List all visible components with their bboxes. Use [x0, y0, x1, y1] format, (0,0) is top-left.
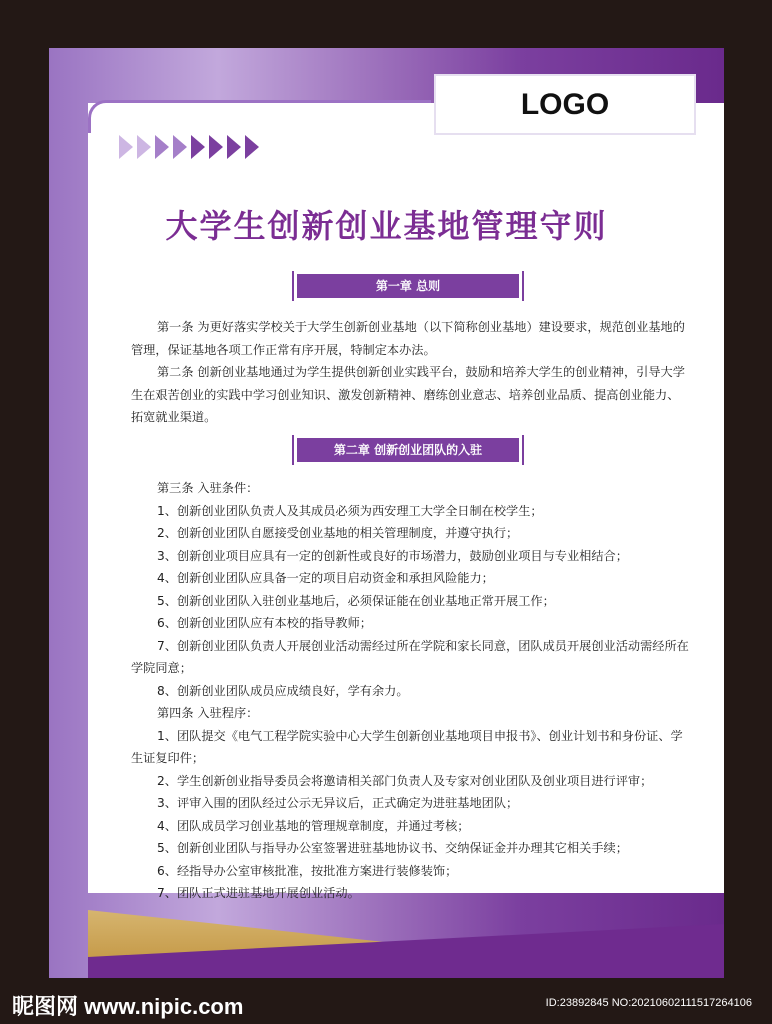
list-item: 2、创新创业团队自愿接受创业基地的相关管理制度，并遵守执行；	[157, 526, 519, 540]
chapter-1-body	[131, 316, 691, 429]
arrow-decoration	[119, 135, 263, 159]
chapter-2-body	[131, 477, 691, 905]
chevron-right-icon	[137, 135, 151, 159]
poster	[49, 48, 724, 978]
list-item: 7、团队正式进驻基地开展创业活动。	[157, 886, 360, 900]
list-item: 4、团队成员学习创业基地的管理规章制度，并通过考核；	[157, 818, 470, 833]
logo: LOGO	[434, 74, 696, 135]
watermark-brand: 昵图网 www.nipic.com	[12, 994, 244, 1019]
list-item: 6、创新创业团队应有本校的指导教师；	[157, 616, 372, 630]
list-item: 5、创新创业团队与指导办公室签署进驻基地协议书、交纳保证金并办理其它相关手续；	[157, 841, 628, 855]
chapter-1-heading: 第一章 总则	[297, 274, 519, 298]
chevron-right-icon	[119, 135, 133, 159]
article-3-title: 第三条 入驻条件：	[157, 481, 259, 495]
list-item: 5、创新创业团队入驻创业基地后，必须保证能在创业基地正常开展工作；	[157, 593, 555, 608]
list-item: 7、创新创业团队负责人开展创业活动需经过所在学院和家长同意，团队成员开展创业活动需经所在学院同意；	[131, 638, 689, 675]
watermark-id: ID:23892845 NO:20210602111517264106	[545, 997, 752, 1009]
article-1: 第一条 为更好落实学校关于大学生创新创业基地（以下简称创业基地）建设要求，规范创业基地的管理，保证基地各项工作正常有序开展，特制定本办法。	[131, 320, 685, 357]
page-title: 大学生创新创业基地管理守则	[165, 207, 608, 245]
list-item: 8、创新创业团队成员应成绩良好，学有余力。	[157, 683, 409, 698]
chevron-right-icon	[245, 135, 259, 159]
list-item: 1、创新创业团队负责人及其成员必须为西安理工大学全日制在校学生；	[157, 503, 543, 518]
chevron-right-icon	[209, 135, 223, 159]
list-item: 3、评审入围的团队经过公示无异议后，正式确定为进驻基地团队；	[157, 796, 519, 810]
article-2: 第二条 创新创业基地通过为学生提供创新创业实践平台，鼓励和培养大学生的创业精神，引导大学生在艰苦创业的实践中学习创业知识、激发创新精神、磨练创业意志、培养创业品质、提高创业能力、拓宽就业渠道。	[131, 365, 685, 424]
chevron-right-icon	[191, 135, 205, 159]
chevron-right-icon	[227, 135, 241, 159]
list-item: 6、经指导办公室审核批准，按批准方案进行装修装饰；	[157, 863, 458, 878]
chevron-right-icon	[173, 135, 187, 159]
list-item: 4、创新创业团队应具备一定的项目启动资金和承担风险能力；	[157, 571, 494, 585]
panel-top-border	[88, 100, 431, 133]
list-item: 1、团队提交《电气工程学院实验中心大学生创新创业基地项目申报书》、创业计划书和身份证、学生证复印件；	[131, 728, 683, 765]
article-4-title: 第四条 入驻程序：	[157, 706, 259, 720]
chapter-2-heading: 第二章 创新创业团队的入驻	[297, 438, 519, 462]
chevron-right-icon	[155, 135, 169, 159]
list-item: 2、学生创新创业指导委员会将邀请相关部门负责人及专家对创业团队及创业项目进行评审；	[157, 773, 653, 788]
list-item: 3、创新创业项目应具有一定的创新性或良好的市场潜力，鼓励创业项目与专业相结合；	[157, 548, 628, 563]
